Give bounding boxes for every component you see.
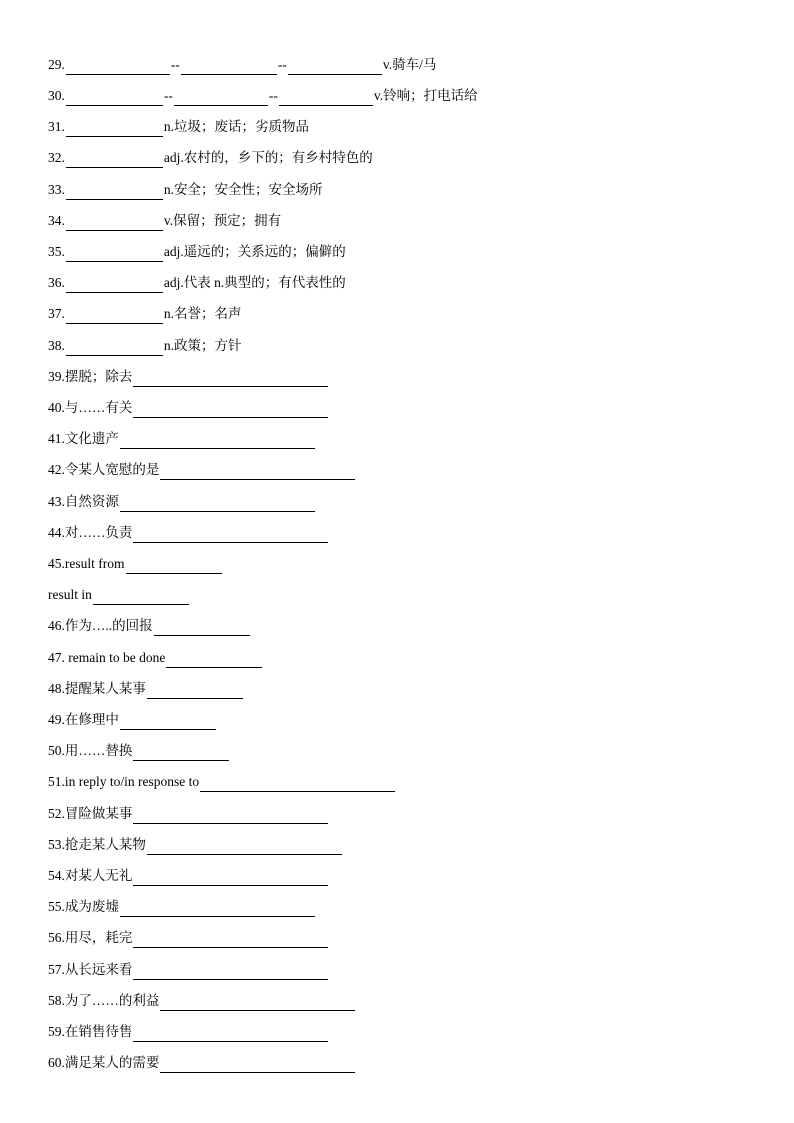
item-number: 29. bbox=[48, 57, 65, 72]
phrase-item-40 bbox=[48, 398, 329, 418]
phrase-prompt: 39.摆脱；除去 bbox=[48, 369, 133, 384]
phrase-prompt: 40.与……有关 bbox=[48, 400, 133, 415]
answer-blank-1[interactable] bbox=[66, 90, 163, 106]
phrase-item-55 bbox=[48, 897, 316, 917]
phrase-prompt: 41.文化遗产 bbox=[48, 431, 119, 446]
vocab-item-32 bbox=[48, 148, 373, 168]
answer-blank[interactable] bbox=[93, 589, 189, 605]
phrase-prompt: 60.满足某人的需要 bbox=[48, 1055, 160, 1070]
answer-blank[interactable] bbox=[147, 839, 342, 855]
phrase-prompt: 48.提醒某人某事 bbox=[48, 681, 146, 696]
phrase-prompt: 47. remain to be done bbox=[48, 650, 166, 665]
phrase-prompt: 55.成为废墟 bbox=[48, 899, 119, 914]
item-gloss: v.保留；预定；拥有 bbox=[163, 213, 282, 228]
answer-blank[interactable] bbox=[66, 246, 163, 262]
item-gloss: adj.农村的，乡下的；有乡村特色的 bbox=[163, 150, 373, 165]
answer-blank[interactable] bbox=[66, 121, 163, 137]
item-gloss: v.骑车/马 bbox=[382, 57, 437, 72]
phrase-prompt: 42.令某人宽慰的是 bbox=[48, 462, 160, 477]
answer-blank[interactable] bbox=[66, 215, 163, 231]
phrase-item-52 bbox=[48, 804, 329, 824]
phrase-item-39 bbox=[48, 367, 329, 387]
phrase-prompt: 59.在销售待售 bbox=[48, 1024, 133, 1039]
phrase-item-54 bbox=[48, 866, 329, 886]
phrase-item-60 bbox=[48, 1053, 356, 1073]
vocab-item-34 bbox=[48, 211, 281, 231]
phrase-item-47 bbox=[48, 648, 263, 668]
item-number: 36. bbox=[48, 275, 65, 290]
phrase-item-59 bbox=[48, 1022, 329, 1042]
answer-blank[interactable] bbox=[66, 184, 163, 200]
phrase-item-45b bbox=[48, 585, 190, 605]
answer-blank-3[interactable] bbox=[279, 90, 373, 106]
item-number: 30. bbox=[48, 88, 65, 103]
item-number: 37. bbox=[48, 306, 65, 321]
vocab-item-29 bbox=[48, 55, 436, 75]
phrase-prompt: 54.对某人无礼 bbox=[48, 868, 133, 883]
separator: -- bbox=[170, 57, 180, 72]
phrase-prompt: 57.从长远来看 bbox=[48, 962, 133, 977]
answer-blank[interactable] bbox=[160, 464, 355, 480]
answer-blank[interactable] bbox=[120, 433, 315, 449]
item-gloss: n.名誉；名声 bbox=[163, 306, 242, 321]
answer-blank[interactable] bbox=[66, 277, 163, 293]
item-gloss: adj.代表 n.典型的；有代表性的 bbox=[163, 275, 346, 290]
phrase-prompt: 53.抢走某人某物 bbox=[48, 837, 146, 852]
answer-blank-1[interactable] bbox=[66, 59, 170, 75]
answer-blank-2[interactable] bbox=[174, 90, 268, 106]
item-number: 38. bbox=[48, 338, 65, 353]
separator: -- bbox=[268, 88, 278, 103]
vocab-item-35 bbox=[48, 242, 346, 262]
answer-blank[interactable] bbox=[160, 995, 355, 1011]
answer-blank[interactable] bbox=[133, 932, 328, 948]
answer-blank[interactable] bbox=[160, 1057, 355, 1073]
phrase-item-42 bbox=[48, 460, 356, 480]
separator: -- bbox=[277, 57, 287, 72]
answer-blank[interactable] bbox=[133, 870, 328, 886]
answer-blank-3[interactable] bbox=[288, 59, 382, 75]
phrase-prompt: 46.作为…..的回报 bbox=[48, 618, 153, 633]
answer-blank[interactable] bbox=[66, 308, 163, 324]
phrase-item-50 bbox=[48, 741, 230, 761]
answer-blank[interactable] bbox=[133, 745, 229, 761]
vocab-item-36 bbox=[48, 273, 346, 293]
phrase-item-44 bbox=[48, 523, 329, 543]
phrase-item-56 bbox=[48, 928, 329, 948]
item-gloss: n.安全；安全性；安全场所 bbox=[163, 182, 323, 197]
item-number: 31. bbox=[48, 119, 65, 134]
vocab-item-30 bbox=[48, 86, 478, 106]
phrase-item-46 bbox=[48, 616, 251, 636]
item-number: 34. bbox=[48, 213, 65, 228]
separator: -- bbox=[163, 88, 173, 103]
answer-blank[interactable] bbox=[133, 402, 328, 418]
phrase-prompt: 49.在修理中 bbox=[48, 712, 119, 727]
answer-blank[interactable] bbox=[133, 527, 328, 543]
answer-blank[interactable] bbox=[147, 683, 243, 699]
vocab-item-37 bbox=[48, 304, 242, 324]
phrase-prompt: 58.为了……的利益 bbox=[48, 993, 160, 1008]
phrase-item-58 bbox=[48, 991, 356, 1011]
answer-blank[interactable] bbox=[133, 808, 328, 824]
answer-blank[interactable] bbox=[154, 620, 250, 636]
answer-blank[interactable] bbox=[66, 340, 163, 356]
phrase-item-48 bbox=[48, 679, 244, 699]
phrase-prompt: 52.冒险做某事 bbox=[48, 806, 133, 821]
vocab-item-33 bbox=[48, 180, 323, 200]
phrase-item-45a bbox=[48, 554, 223, 574]
phrase-prompt: 45.result from bbox=[48, 556, 125, 571]
item-gloss: adj.遥远的；关系远的；偏僻的 bbox=[163, 244, 346, 259]
answer-blank-2[interactable] bbox=[181, 59, 277, 75]
item-number: 32. bbox=[48, 150, 65, 165]
answer-blank[interactable] bbox=[66, 152, 163, 168]
item-gloss: n.政策；方针 bbox=[163, 338, 242, 353]
item-gloss: n.垃圾；废话；劣质物品 bbox=[163, 119, 309, 134]
answer-blank[interactable] bbox=[120, 901, 315, 917]
item-number: 35. bbox=[48, 244, 65, 259]
phrase-prompt: result in bbox=[48, 587, 92, 602]
phrase-prompt: 51.in reply to/in response to bbox=[48, 774, 200, 789]
answer-blank[interactable] bbox=[126, 558, 222, 574]
vocab-item-38 bbox=[48, 336, 242, 356]
phrase-item-49 bbox=[48, 710, 217, 730]
phrase-prompt: 43.自然资源 bbox=[48, 494, 119, 509]
phrase-item-51 bbox=[48, 772, 396, 792]
answer-blank[interactable] bbox=[133, 1026, 328, 1042]
phrase-prompt: 56.用尽，耗完 bbox=[48, 930, 133, 945]
phrase-item-41 bbox=[48, 429, 316, 449]
answer-blank[interactable] bbox=[120, 496, 315, 512]
item-number: 33. bbox=[48, 182, 65, 197]
answer-blank[interactable] bbox=[133, 964, 328, 980]
phrase-item-43 bbox=[48, 492, 316, 512]
answer-blank[interactable] bbox=[166, 652, 262, 668]
answer-blank[interactable] bbox=[133, 371, 328, 387]
item-gloss: v.铃响；打电话给 bbox=[373, 88, 478, 103]
answer-blank[interactable] bbox=[200, 776, 395, 792]
phrase-prompt: 50.用……替换 bbox=[48, 743, 133, 758]
phrase-item-53 bbox=[48, 835, 343, 855]
phrase-prompt: 44.对……负责 bbox=[48, 525, 133, 540]
vocab-item-31 bbox=[48, 117, 309, 137]
answer-blank[interactable] bbox=[120, 714, 216, 730]
phrase-item-57 bbox=[48, 960, 329, 980]
